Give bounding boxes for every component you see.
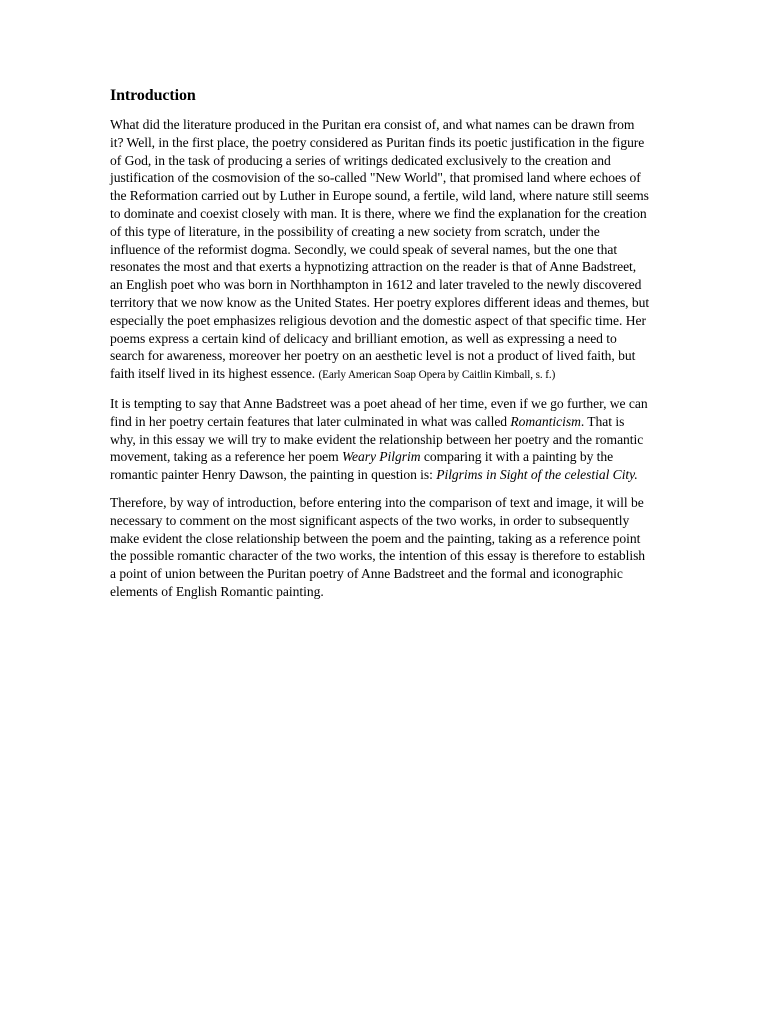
paragraph-2-text-b: . That is why, in this essay we will try to make evident the relationship between her poetry and the romantic movement, taking as a reference her poem (110, 413, 644, 465)
paragraph-2-text-a: It is tempting to say that Anne Badstreet was a poet ahead of her time, even if we go further, we can find in her poetry certain features that later culminated in what was called (110, 395, 648, 429)
paragraph-2-text-c: comparing it with a painting by the romantic painter Henry Dawson, the painting in question is: (110, 449, 614, 483)
citation: (Early American Soap Opera by Caitlin Kimball, s. f.) (318, 369, 556, 382)
italic-term-romanticism: Romanticism (510, 413, 581, 429)
document-body (110, 86, 650, 611)
italic-title-poem: Weary Pilgrim (341, 449, 421, 465)
paragraph-2 (110, 395, 650, 484)
paragraph-1 (110, 116, 650, 385)
paragraph-3: Therefore, by way of introduction, before entering into the comparison of text and image, it will be necessary to comment on the most significant aspects of the two works, in order to subsequently make evident the close relationship between the poem and the painting, taking as a reference point the possible romantic character of the two works, the intention of this essay is therefore to establish a point of union between the Puritan poetry of Anne Badstreet and the formal and iconographic elements of English Romantic painting. (110, 494, 646, 599)
section-heading: Introduction (110, 87, 196, 104)
italic-title-painting: Pilgrims in Sight of the celestial City. (436, 467, 638, 483)
paragraph-1-text: What did the literature produced in the Puritan era consist of, and what names can be drawn from it? Well, in the first place, the poetry considered as Puritan finds its poetic justification in the figure of God, in the task of producing a series of writings dedicated exclusively to the creation and justification of the cosmovision of the so-called "New World", that promised land where echoes of the Reformation carried out by Luther in Europe sound, a fertile, wild land, where nature still seems to dominate and coexist closely with man. It is there, where we find the explanation for the creation of this type of literature, in the possibility of creating a new society from scratch, under the influence of the reformist dogma. Secondly, we could speak of several names, but the one that resonates the most and that exerts a hypnotizing attraction on the reader is that of Anne Badstreet, an English poet who was born in Northhampton in 1612 and later traveled to the newly discovered territory that we now know as the United States. Her poetry explores different ideas and themes, but especially the poet emphasizes religious devotion and the domestic aspect of that specific time. Her poems express a certain kind of delicacy and brilliant emotion, as well as expressing a need to search for awareness, moreover her poetry on an aesthetic level is not a product of lived faith, but faith itself lived in its highest essence. (110, 117, 650, 382)
